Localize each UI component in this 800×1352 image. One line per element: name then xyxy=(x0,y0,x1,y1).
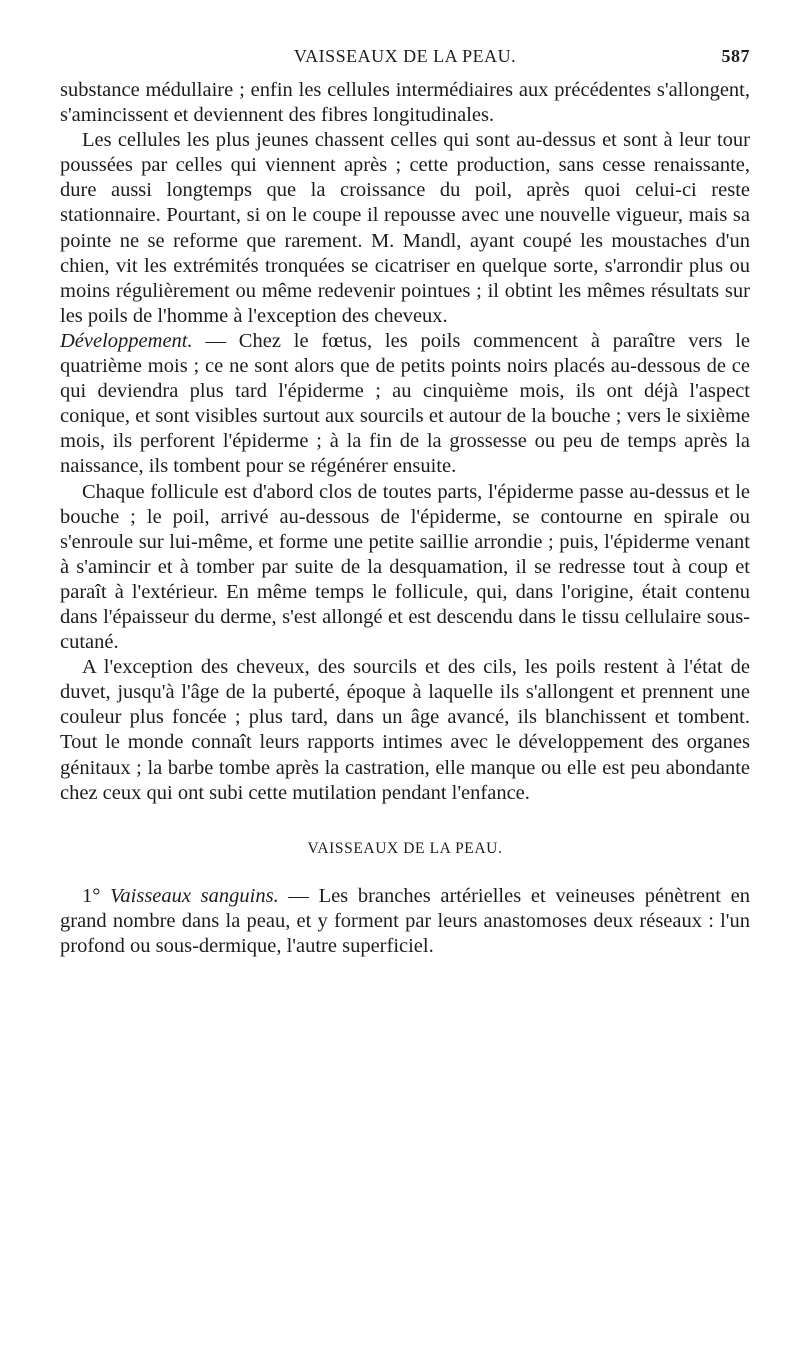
paragraph-text: Chaque follicule est d'abord clos de toutes parts, l'épiderme passe au-dessus et le bouche ; le poil, arrivé au-dessous de l'épiderme, se contourne en spirale ou s'enroule sur lui-même, et forme une petite saillie arrondie ; puis, l'épiderme venant à s'amincir et à tomber par suite de la desquamation, il se redresse tout à coup et paraît à l'extérieur. En même temps le follicule, qui, dans l'origine, était contenu dans l'épaisseur du derme, s'est allongé et est descendu dans le tissu cellulaire sous-cutané. xyxy=(60,480,750,654)
paragraph xyxy=(60,480,750,656)
body-text xyxy=(60,78,750,959)
paragraph xyxy=(60,78,750,128)
paragraph xyxy=(60,128,750,329)
running-title: VAISSEAUX DE LA PEAU. xyxy=(293,46,517,66)
paragraph-number: 1° xyxy=(82,884,101,907)
paragraph-text: Les cellules les plus jeunes chassent celles qui sont au-dessus et sont à leur tour poussées par celles qui viennent après ; cette production, sans cesse renaissante, dure aussi longtemps que la croissance du poil, après quoi celui-ci reste stationnaire. Pourtant, si on le coupe il repousse avec une nouvelle vigueur, mais sa pointe ne se reforme que rarement. M. Mandl, ayant coupé les moustaches d'un chien, vit les extrémités tronquées se cicatriser en quelque sorte, s'arrondir plus ou moins régulièrement ou même redevenir pointues ; il obtint les mêmes résultats sur les poils de l'homme à l'exception des cheveux. xyxy=(60,129,750,327)
page-number: 587 xyxy=(721,46,750,66)
paragraph-lead: Développement. xyxy=(60,329,193,352)
paragraph xyxy=(60,655,750,806)
paragraph-text: — Les branches artérielles et veineuses pénètrent en grand nombre dans la peau, et y forment par leurs anastomoses deux réseaux : l'un profond ou sous-dermique, l'autre superficiel. xyxy=(60,884,751,957)
book-page xyxy=(60,46,750,959)
paragraph-developpement xyxy=(60,329,750,480)
section-heading: VAISSEAUX DE LA PEAU. xyxy=(307,839,503,857)
running-head xyxy=(60,46,750,78)
paragraph-text: substance médullaire ; enfin les cellules intermédiaires aux précédentes s'allongent, s'amincissent et deviennent des fibres longitudinales. xyxy=(60,79,750,127)
paragraph-lead: Vaisseaux sanguins. xyxy=(110,884,279,907)
paragraph-text: A l'exception des cheveux, des sourcils et des cils, les poils restent à l'état de duvet, jusqu'à l'âge de la puberté, époque à laquelle ils s'allongent et prennent une couleur plus foncée ; plus tard, dans un âge avancé, ils blanchissent et tombent. Tout le monde connaît leurs rapports intimes avec le développement des organes génitaux ; la barbe tombe après la castration, elle manque ou elle est peu abondante chez ceux qui ont subi cette mutilation pendant l'enfance. xyxy=(60,656,750,804)
paragraph-text: — Chez le fœtus, les poils commencent à paraître vers le quatrième mois ; ce ne sont alors que de petits points noirs placés au-dessous de ce qui deviendra plus tard l'épiderme ; au cinquième mois, ils ont déjà l'aspect conique, et sont visibles surtout aux sourcils et autour de la bouche ; vers le sixième mois, ils perforent l'épiderme ; à la fin de la grossesse ou peu de temps après la naissance, ils tombent pour se régénérer ensuite. xyxy=(60,329,750,478)
paragraph-vaisseaux-sanguins xyxy=(60,884,750,959)
